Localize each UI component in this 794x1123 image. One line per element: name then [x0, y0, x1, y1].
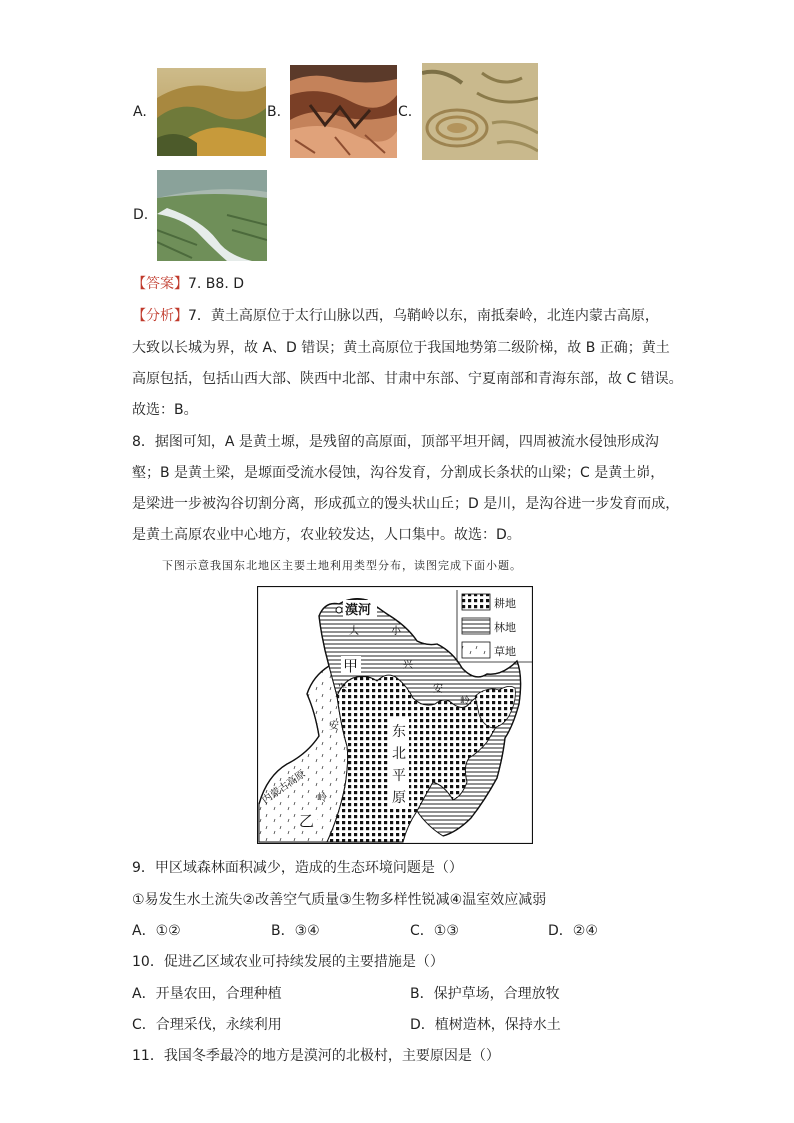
neimeng-label: 内蒙古高原 [260, 768, 308, 807]
q9-option-c[interactable]: C．①③ [410, 923, 459, 939]
legend-grassland-swatch [462, 642, 490, 658]
option-a-label: A. [133, 104, 147, 120]
option-b-label: B. [267, 104, 282, 120]
option-c-photo [422, 63, 538, 160]
analysis-tag: 【分析】 [132, 308, 188, 324]
plain-char-2: 北 [392, 746, 406, 762]
daxing-char-1: 大 [349, 626, 359, 637]
q9-items: ①易发生水土流失②改善空气质量③生物多样性锐减④温室效应减弱 [132, 892, 547, 908]
legend-farmland-label: 耕地 [494, 597, 516, 610]
q11-stem: 11．我国冬季最冷的地方是漠河的北极村，主要原因是（） [132, 1048, 500, 1064]
legend-grassland-label: 草地 [494, 645, 516, 658]
xiaoxing-char-1: 小 [391, 626, 401, 637]
northeast-land-use-map [257, 586, 533, 844]
q10-option-a[interactable]: A．开垦农田，合理种植 [132, 986, 282, 1002]
map-label-yi: 乙 [299, 812, 315, 830]
analysis-p8-line4: 是黄土高原农业中心地方，农业较发达，人口集中。故选：D。 [132, 527, 521, 543]
plain-char-3: 平 [392, 768, 406, 784]
answer-text: 7. B8. D [188, 276, 244, 292]
analysis-p7-line2: 大致以长城为界，故 A、D 错误；黄土高原位于我国地势第二级阶梯，故 B 正确；黄土 [132, 340, 670, 356]
xiaoxing-char-2: 兴 [403, 660, 413, 671]
analysis-p7-line1 [132, 306, 659, 326]
q9-option-a[interactable]: A．①② [132, 923, 181, 939]
daxing-char-4: 岭 [317, 793, 327, 804]
legend-forest-swatch [462, 618, 490, 634]
q10-option-b[interactable]: B．保护草场，合理放牧 [410, 986, 560, 1002]
mohe-label: 漠河 [345, 603, 372, 618]
xiaoxing-char-4: 岭 [460, 696, 470, 707]
map-caption: 下图示意我国东北地区主要土地利用类型分布，读图完成下面小题。 [162, 559, 522, 572]
analysis-p7-line4: 故选：B。 [132, 402, 198, 418]
analysis-p7-line3: 高原包括，包括山西大部、陕西中北部、甘肃中东部、宁夏南部和青海东部，故 C 错误。 [132, 371, 683, 387]
answer-tag: 【答案】 [132, 276, 188, 292]
plain-char-1: 东 [392, 724, 406, 740]
q9-option-b[interactable]: B．③④ [271, 923, 320, 939]
q9-option-d[interactable]: D．②④ [548, 923, 598, 939]
analysis-p8-line1: 8．据图可知，A 是黄土塬，是残留的高原面，顶部平坦开阔，四周被流水侵蚀形成沟 [132, 434, 659, 450]
plain-char-4: 原 [392, 790, 406, 806]
answer-line [132, 274, 244, 294]
q10-option-c[interactable]: C．合理采伐，永续利用 [132, 1017, 282, 1033]
option-d-photo [157, 170, 267, 261]
xiaoxing-char-3: 安 [433, 684, 443, 695]
daxing-char-2: 兴 [337, 683, 347, 694]
daxing-char-3: 安 [329, 721, 339, 732]
analysis-p8-line2: 壑；B 是黄土梁，是塬面受流水侵蚀，沟谷发育，分割成长条状的山梁；C 是黄土峁， [132, 465, 665, 481]
legend-farmland-swatch [462, 594, 490, 610]
q10-option-d[interactable]: D．植树造林，保持水土 [410, 1017, 561, 1033]
option-c-label: C. [398, 104, 413, 120]
mohe-marker [336, 607, 342, 613]
option-a-photo [157, 68, 266, 156]
map-label-jia: 甲 [343, 657, 359, 675]
q10-stem: 10．促进乙区域农业可持续发展的主要措施是（） [132, 954, 444, 970]
analysis-p7-line1-text: 7．黄土高原位于太行山脉以西，乌鞘岭以东，南抵秦岭，北连内蒙古高原， [188, 308, 659, 324]
q9-stem: 9．甲区域森林面积减少，造成的生态环境问题是（） [132, 860, 463, 876]
option-b-photo [290, 65, 397, 158]
analysis-p8-line3: 是梁进一步被沟谷切割分离，形成孤立的馒头状山丘；D 是川，是沟谷进一步发育而成， [132, 496, 680, 512]
legend-forest-label: 林地 [494, 621, 516, 634]
option-d-label: D. [133, 207, 149, 223]
